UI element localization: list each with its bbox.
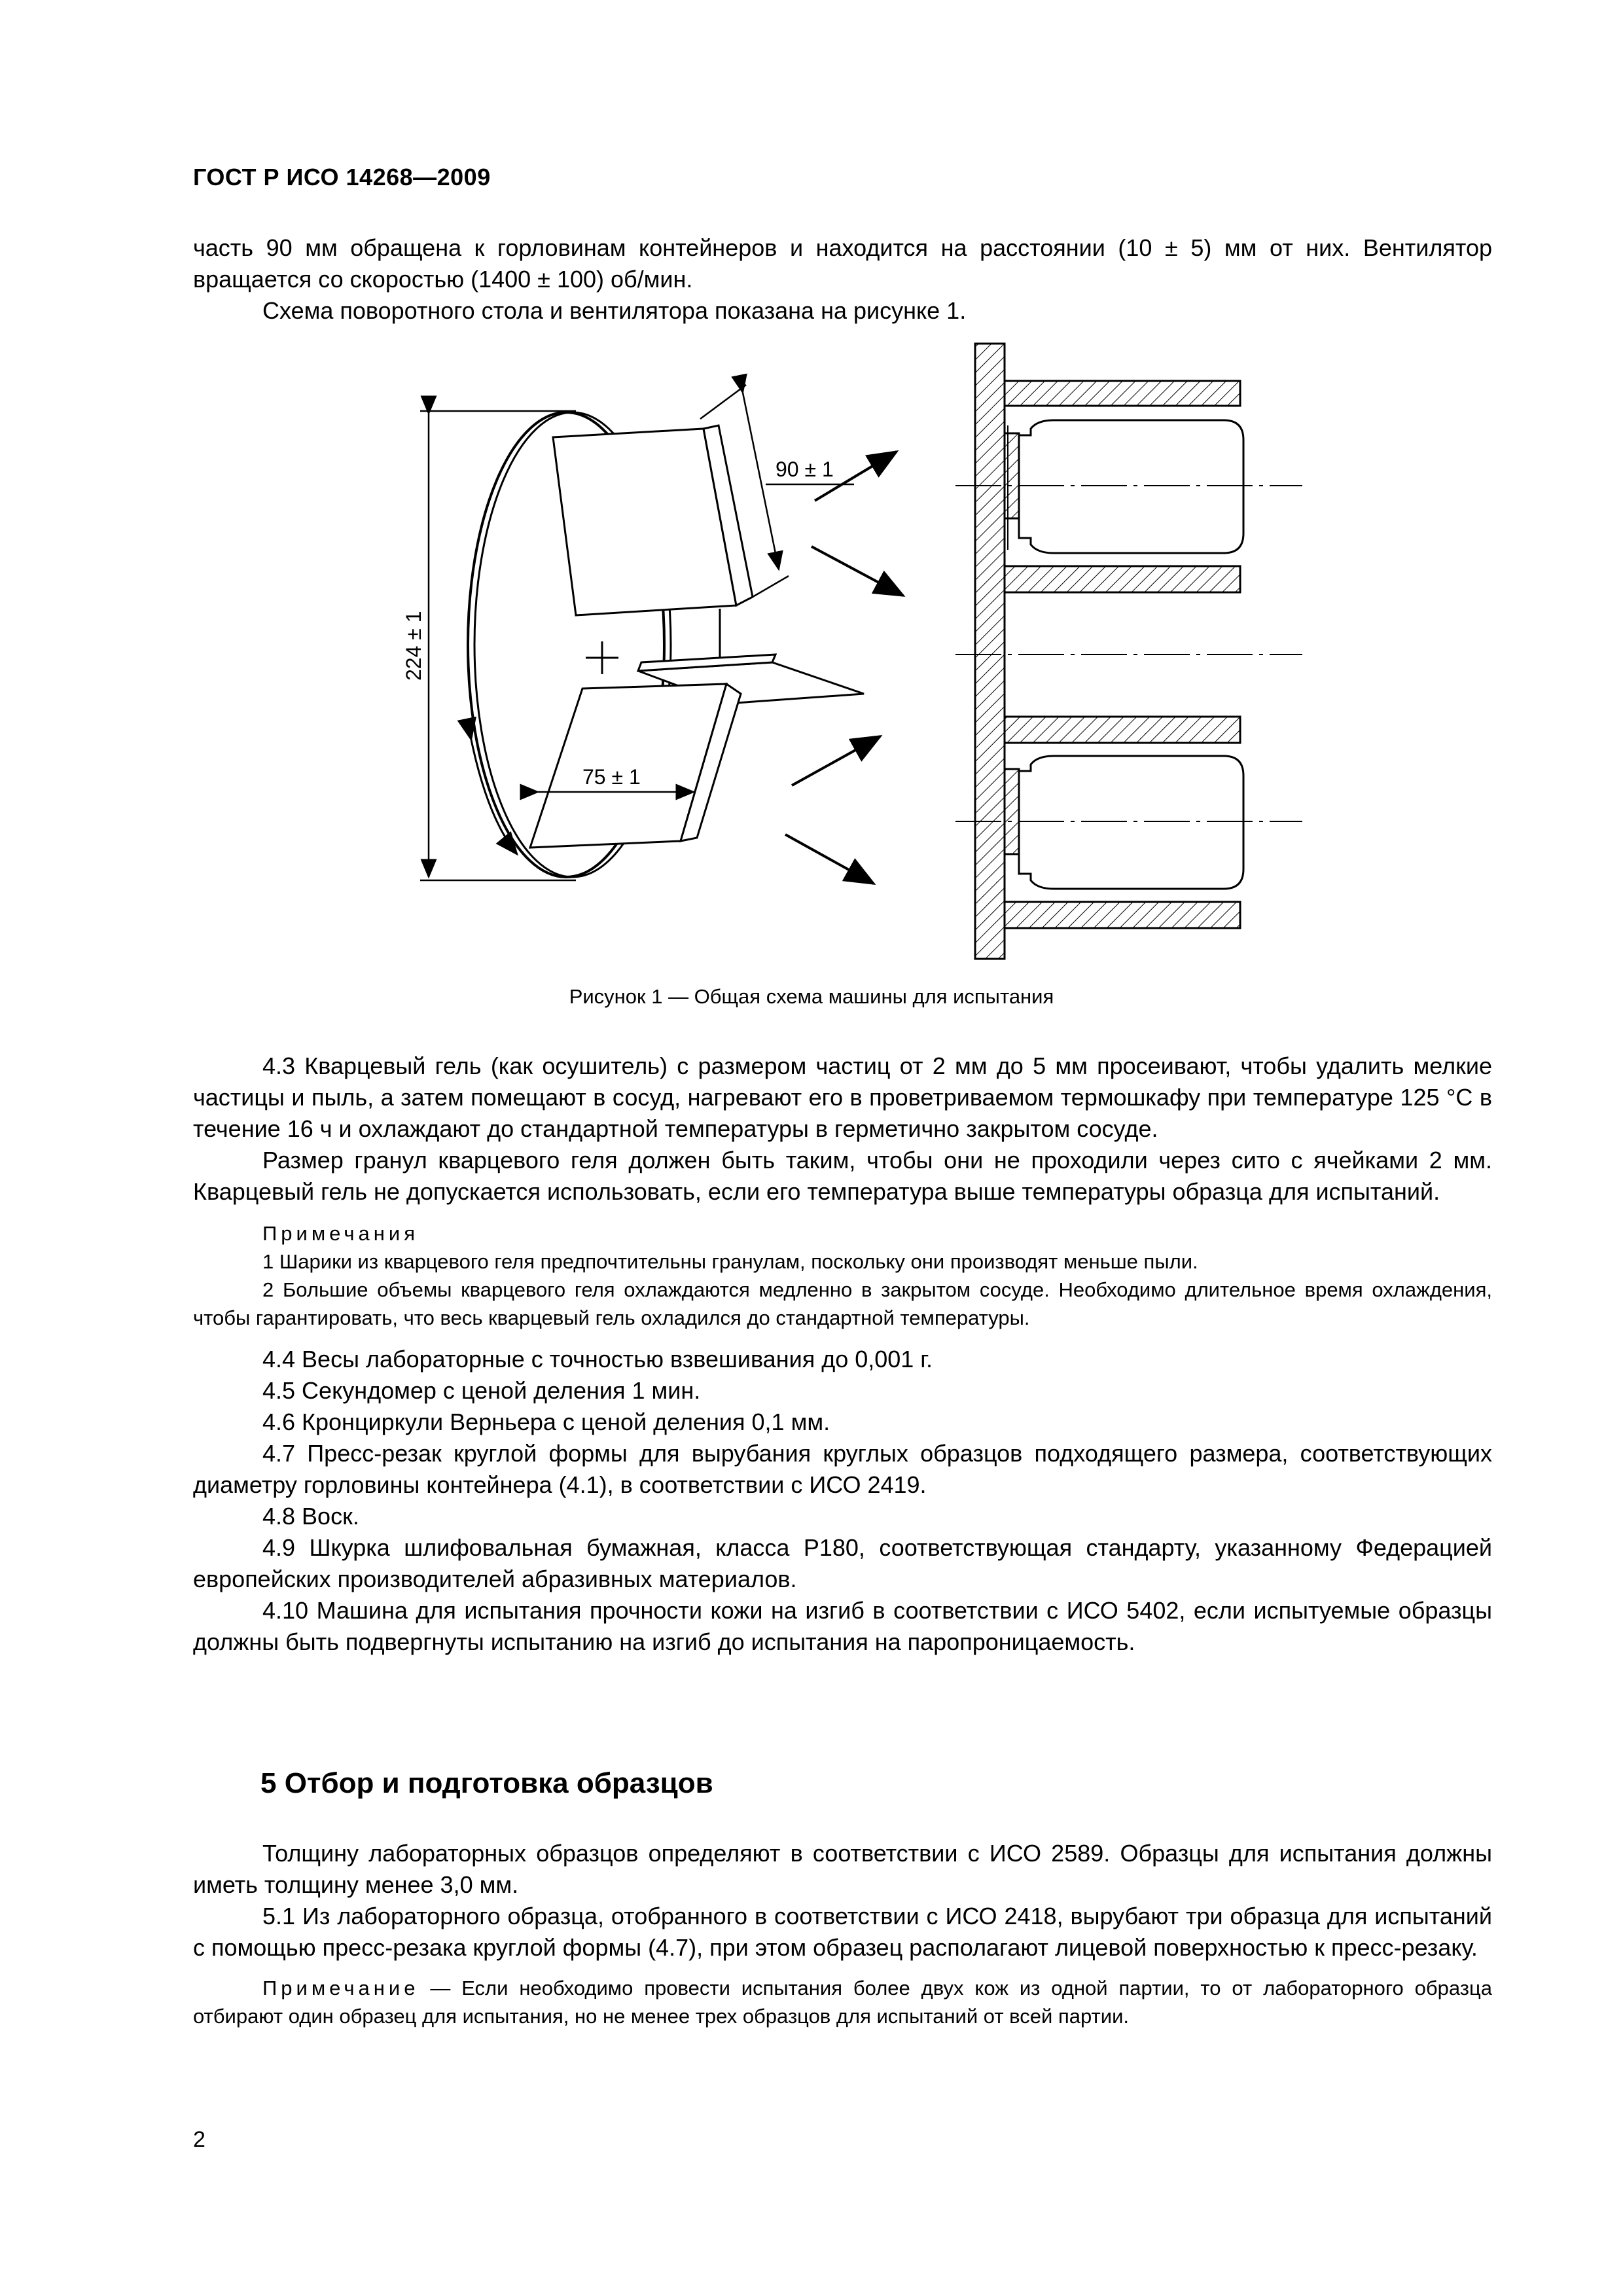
paragraph-5-1: 5.1 Из лабораторного образца, отобранного в соответствии с ИСО 2418, вырубают три образца для испытаний с помощью пресс-резака круглой формы (4.7), при этом образец располагают лицевой поверхностью к пресс-резаку. [193,1903,1492,1961]
intro-paragraph-2: Схема поворотного стола и вентилятора показана на рисунке 1. [262,297,967,324]
container-upper [1008,420,1243,553]
figure-caption: Рисунок 1 — Общая схема машины для испытания [569,985,1054,1008]
paragraph-4-9: 4.9 Шкурка шлифовальная бумажная, класса Р180, соответствующая стандарту, указанному Федерацией европейских производителей абразивных материалов. [193,1534,1492,1592]
paragraph-4-7: 4.7 Пресс-резак круглой формы для вырубания круглых образцов подходящего размера, соответствующих диаметру горловины контейнера (4.1), в соответствии с ИСО 2419. [193,1440,1492,1498]
document-header: ГОСТ Р ИСО 14268—2009 [193,164,491,190]
paragraph-4-6: 4.6 Кронциркули Верньера с ценой деления 0,1 мм. [262,1408,830,1435]
note-1: 1 Шарики из кварцевого геля предпочтительны гранулам, поскольку они производят меньше пыли. [262,1250,1198,1273]
dimension-90-label: 90 ± 1 [776,457,834,481]
paragraph-4-4: 4.4 Весы лабораторные с точностью взвешивания до 0,001 г. [262,1346,933,1372]
figure-1-diagram [0,0,1623,982]
section-4-text [193,1050,1492,1658]
paragraph-4-10: 4.10 Машина для испытания прочности кожи на изгиб в соответствии с ИСО 5402, если испытуемые образцы должны быть подвергнуты испытанию на изгиб до испытания на паропроницаемость. [193,1597,1492,1655]
center-mark [586,641,618,674]
page-number: 2 [193,2127,205,2152]
section-5-note [193,1974,1492,2030]
section-5-paragraph-1: Толщину лабораторных образцов определяют в соответствии с ИСО 2589. Образцы для испытания должны иметь толщину менее 3,0 мм. [193,1840,1492,1898]
paragraph-4-5: 4.5 Секундомер с ценой деления 1 мин. [262,1377,701,1404]
paragraph-4-3: 4.3 Кварцевый гель (как осушитель) с размером частиц от 2 мм до 5 мм просеивают, чтобы удалить мелкие частицы и пыль, а затем помещают в сосуд, нагревают его в проветриваемом термошкафу при температуре 125 °С в течение 16 ч и охлаждают до стандартной температуры в герметично закрытом сосуде. [193,1052,1492,1142]
note-2: 2 Большие объемы кварцевого геля охлаждаются медленно в закрытом сосуде. Необходимо длительное время охлаждения, чтобы гарантировать, что весь кварцевый гель охладился до стандартной температуры. [193,1278,1492,1329]
dimension-224-label: 224 ± 1 [402,611,425,681]
fan-blade-upper [553,425,753,661]
note-text: — Если необходимо провести испытания более двух кож из одной партии, то от лабораторного образца отбирают один образец для испытания, но не менее трех образцов для испытаний от всей партии. [193,1977,1492,2028]
notes-title: Примечания [262,1222,419,1245]
section-5-heading: 5 Отбор и подготовка образцов [260,1767,713,1799]
section-5-text [193,1838,1492,2030]
container-lower [1019,756,1243,889]
airflow-arrows [785,452,903,884]
intro-paragraph-1: часть 90 мм обращена к горловинам контейнеров и находится на расстоянии (10 ± 5) мм от них. Вентилятор вращается со скоростью (1400 ± 100) об/мин. [193,234,1492,293]
dimension-75-label: 75 ± 1 [582,765,641,789]
paragraph-4-3-continued: Размер гранул кварцевого геля должен быть таким, чтобы они не проходили через сито с ячейками 2 мм. Кварцевый гель не допускается использовать, если его температура выше температуры образца для испытаний. [193,1147,1492,1205]
paragraph-4-8: 4.8 Воск. [262,1503,359,1530]
note-label: Примечание [262,1977,419,2000]
